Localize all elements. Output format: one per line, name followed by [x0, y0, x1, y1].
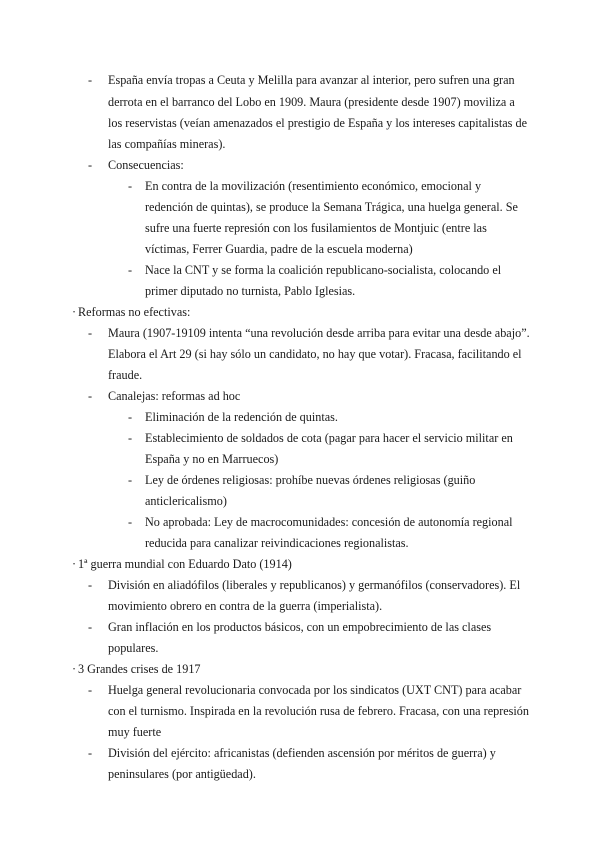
- bullet-marker: -: [88, 683, 93, 697]
- bullet-marker: -: [88, 746, 93, 760]
- text-line: Reformas no efectivas:: [78, 305, 191, 319]
- text-line: derrota en el barranco del Lobo en 1909. Maura (presidente desde 1907) moviliza a: [108, 95, 515, 109]
- bullet-marker: -: [88, 620, 93, 634]
- text-line: España y no en Marruecos): [145, 452, 279, 466]
- text-line: muy fuerte: [108, 725, 162, 739]
- text-line: populares.: [108, 641, 159, 655]
- bullet-marker: -: [128, 515, 133, 529]
- bullet-marker: -: [128, 179, 133, 193]
- text-line: No aprobada: Ley de macrocomunidades: concesión de autonomía regional: [145, 515, 513, 529]
- text-line: las compañías mineras).: [108, 137, 226, 151]
- bullet-marker: ·: [72, 305, 77, 319]
- text-line: los reservistas (veían amenazados el prestigio de España y los intereses capitalistas de: [108, 116, 527, 130]
- text-line: Maura (1907-19109 intenta “una revolución desde arriba para evitar una desde abajo”.: [108, 326, 530, 340]
- bullet-marker: -: [128, 431, 133, 445]
- text-line: anticlericalismo): [145, 494, 227, 508]
- text-line: con el turnismo. Inspirada en la revolución rusa de febrero. Fracasa, con una represión: [108, 704, 529, 718]
- text-line: 3 Grandes crises de 1917: [78, 662, 201, 676]
- text-line: Nace la CNT y se forma la coalición republicano-socialista, colocando el: [145, 263, 502, 277]
- text-line: peninsulares (por antigüedad).: [108, 767, 256, 781]
- text-line: fraude.: [108, 368, 143, 382]
- bullet-marker: -: [88, 73, 93, 87]
- text-line: Consecuencias:: [108, 158, 184, 172]
- text-line: sufre una fuerte represión con los fusilamientos de Montjuic (entre las: [145, 221, 487, 235]
- text-line: Eliminación de la redención de quintas.: [145, 410, 338, 424]
- text-line: movimiento obrero en contra de la guerra (imperialista).: [108, 599, 383, 613]
- bullet-marker: -: [88, 158, 93, 172]
- text-line: División del ejército: africanistas (defienden ascensión por méritos de guerra) y: [108, 746, 496, 760]
- bullet-marker: -: [128, 410, 133, 424]
- bullet-marker: ·: [72, 557, 77, 571]
- bullet-marker: -: [88, 326, 93, 340]
- text-line: España envía tropas a Ceuta y Melilla para avanzar al interior, pero sufren una gran: [108, 73, 515, 87]
- text-line: División en aliadófilos (liberales y republicanos) y germanófilos (conservadores). El: [108, 578, 521, 592]
- text-line: primer diputado no turnista, Pablo Iglesias.: [145, 284, 356, 298]
- text-line: víctimas, Ferrer Guardia, padre de la escuela moderna): [145, 242, 413, 256]
- text-line: Elabora el Art 29 (si hay sólo un candidato, no hay que votar). Fracasa, facilitando el: [108, 347, 522, 361]
- bullet-marker: -: [128, 263, 133, 277]
- text-line: En contra de la movilización (resentimiento económico, emocional y: [145, 179, 482, 193]
- text-line: Canalejas: reformas ad hoc: [108, 389, 241, 403]
- text-line: Huelga general revolucionaria convocada por los sindicatos (UXT CNT) para acabar: [108, 683, 522, 697]
- bullet-marker: -: [88, 578, 93, 592]
- text-line: redención de quintas), se produce la Semana Trágica, una huelga general. Se: [145, 200, 518, 214]
- text-line: Ley de órdenes religiosas: prohíbe nuevas órdenes religiosas (guiño: [145, 473, 476, 487]
- text-line: reducida para canalizar reivindicaciones regionalistas.: [145, 536, 409, 550]
- bullet-marker: -: [128, 473, 133, 487]
- text-line: 1ª guerra mundial con Eduardo Dato (1914): [78, 557, 292, 571]
- bullet-marker: -: [88, 389, 93, 403]
- bullet-marker: ·: [72, 662, 77, 676]
- text-line: Establecimiento de soldados de cota (pagar para hacer el servicio militar en: [145, 431, 513, 445]
- text-line: Gran inflación en los productos básicos, con un empobrecimiento de las clases: [108, 620, 492, 634]
